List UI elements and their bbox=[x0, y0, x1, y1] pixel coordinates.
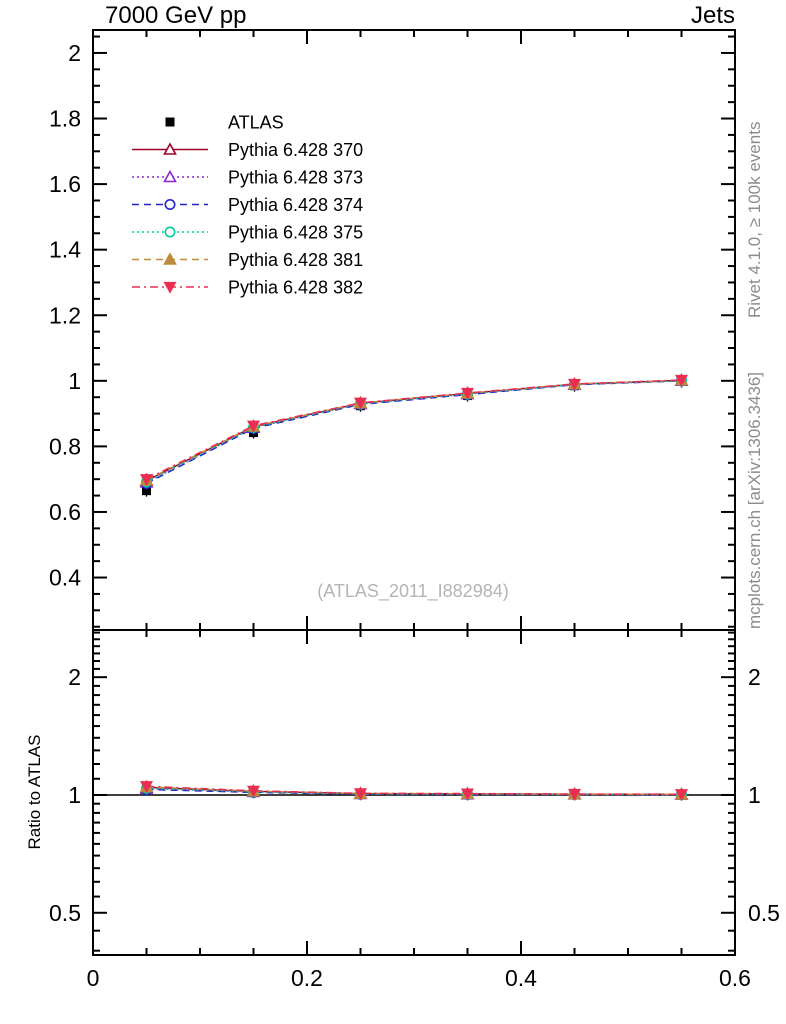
legend-entry-label: Pythia 6.428 382 bbox=[228, 277, 364, 298]
series-line bbox=[147, 381, 682, 483]
legend-entry-label: Pythia 6.428 381 bbox=[228, 250, 364, 270]
data-point-marker bbox=[166, 118, 175, 127]
legend-entry-label: Pythia 6.428 373 bbox=[228, 167, 364, 188]
x-tick-label: 0 bbox=[86, 965, 100, 991]
ratio-y-tick-label-right: 2 bbox=[748, 664, 761, 691]
main-y-tick-label: 1.8 bbox=[49, 105, 81, 132]
main-y-tick-label: 2 bbox=[68, 40, 81, 67]
main-panel-frame bbox=[93, 30, 735, 630]
legend-entry-label: Pythia 6.428 370 bbox=[228, 140, 364, 160]
data-point-marker bbox=[165, 227, 174, 236]
legend-entry bbox=[132, 140, 363, 160]
analysis-watermark: (ATLAS_2011_I882984) bbox=[317, 581, 509, 601]
legend-entry bbox=[166, 113, 284, 133]
legend-entry-label: ATLAS bbox=[228, 112, 284, 133]
legend-entry-label: Pythia 6.428 374 bbox=[228, 195, 364, 215]
x-tick-label: 0.6 bbox=[719, 965, 751, 991]
page-title-right: Jets bbox=[690, 2, 735, 29]
legend-entry bbox=[132, 195, 363, 215]
ratio-y-axis-label: Ratio to ATLAS bbox=[25, 734, 44, 850]
ratio-panel-frame bbox=[93, 630, 735, 955]
main-y-tick-label: 1.6 bbox=[49, 171, 81, 198]
legend-entry bbox=[132, 278, 363, 298]
ratio-y-tick-label-left: 2 bbox=[68, 664, 81, 691]
legend-entry-label: Pythia 6.428 375 bbox=[228, 222, 364, 243]
main-y-tick-label: 1 bbox=[68, 367, 81, 394]
main-y-tick-label: 1.2 bbox=[49, 302, 81, 329]
page-title-left: 7000 GeV pp bbox=[105, 2, 247, 29]
axis-tick-labels bbox=[49, 40, 780, 991]
series-line bbox=[147, 381, 682, 482]
ratio-y-tick-label-left: 1 bbox=[68, 782, 81, 809]
axes-frame-and-ticks bbox=[93, 30, 735, 955]
ratio-y-tick-label-right: 0.5 bbox=[748, 899, 780, 926]
legend-entry bbox=[132, 250, 363, 270]
legend-entry bbox=[132, 168, 363, 188]
series-line bbox=[147, 381, 682, 484]
main-y-tick-label: 0.6 bbox=[49, 499, 81, 526]
series-line bbox=[147, 380, 682, 480]
series-line bbox=[147, 380, 682, 480]
ratio-panel-series bbox=[93, 780, 735, 800]
rivet-version-note: Rivet 4.1.0, ≥ 100k events bbox=[745, 121, 764, 318]
data-point-marker bbox=[165, 200, 174, 209]
x-tick-label: 0.4 bbox=[505, 965, 537, 991]
mcplots-arxiv-note: mcplots.cern.ch [arXiv:1306.3436] bbox=[745, 371, 764, 629]
legend-entry bbox=[132, 223, 363, 243]
ratio-y-tick-label-left: 0.5 bbox=[49, 899, 81, 926]
main-y-tick-label: 0.4 bbox=[49, 564, 81, 591]
legend bbox=[132, 113, 363, 298]
ratio-y-tick-label-right: 1 bbox=[748, 782, 761, 809]
x-tick-label: 0.2 bbox=[291, 965, 323, 991]
main-panel-series bbox=[141, 374, 687, 497]
main-y-tick-label: 0.8 bbox=[49, 433, 81, 460]
main-y-tick-label: 1.4 bbox=[49, 236, 81, 263]
series-line bbox=[147, 380, 682, 479]
